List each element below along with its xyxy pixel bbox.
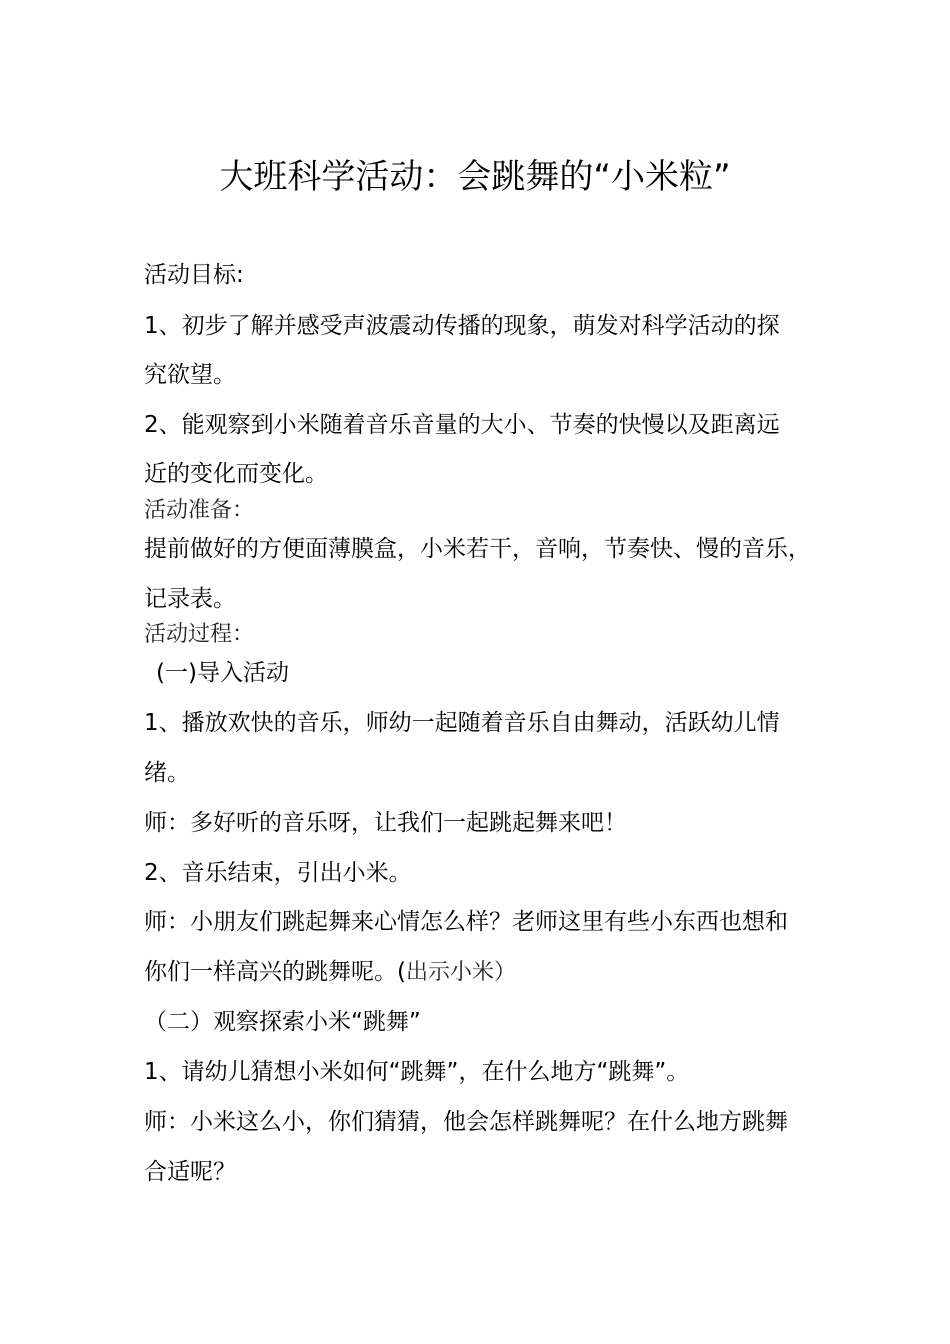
goal-1-line-1: 1、初步了解并感受声波震动传播的现象，萌发对科学活动的探 — [144, 313, 780, 339]
step-1-line-2: 绪。 — [144, 760, 190, 786]
goal-2-line-1: 2、能观察到小米随着音乐音量的大小、节奏的快慢以及距离远 — [144, 412, 780, 438]
teacher-line-1: 师：多好听的音乐呀，让我们一起跳起舞来吧！ — [144, 810, 627, 836]
teacher-line-3-part-2: 合适呢？ — [144, 1159, 236, 1185]
section-heading-process: 活动过程： — [144, 622, 255, 647]
subsection-heading-explore: （二）观察探索小米“跳舞” — [144, 1009, 421, 1035]
goal-2-line-2: 近的变化而变化。 — [144, 461, 328, 487]
teacher-line-2-text: 你们一样高兴的跳舞呢。( — [144, 959, 406, 985]
teacher-line-2-part-1: 师：小朋友们跳起舞来心情怎么样？老师这里有些小东西也想和 — [144, 909, 788, 935]
teacher-line-2-part-2 — [144, 955, 814, 990]
teacher-line-3-part-1: 师：小米这么小，你们猜猜，他会怎样跳舞呢？在什么地方跳舞 — [144, 1109, 788, 1135]
step-1-line-1: 1、播放欢快的音乐，师幼一起随着音乐自由舞动，活跃幼儿情 — [144, 710, 780, 736]
preparation-line-2: 记录表。 — [144, 586, 236, 612]
preparation-line-1: 提前做好的方便面薄膜盒，小米若干，音响，节奏快、慢的音乐， — [144, 536, 811, 562]
subsection-heading-intro: (一)导入活动 — [156, 660, 289, 686]
section-heading-goals: 活动目标: — [144, 262, 244, 288]
document-title: 大班科学活动：会跳舞的“小米粒” — [219, 157, 731, 197]
show-millet-note: 出示小米） — [405, 960, 516, 985]
section-heading-preparation: 活动准备： — [144, 498, 255, 523]
step-2-line: 2、音乐结束，引出小米。 — [144, 860, 412, 886]
explore-step-1-line: 1、请幼儿猜想小米如何“跳舞”，在什么地方“跳舞”。 — [144, 1059, 690, 1085]
goal-1-line-2: 究欲望。 — [144, 362, 236, 388]
